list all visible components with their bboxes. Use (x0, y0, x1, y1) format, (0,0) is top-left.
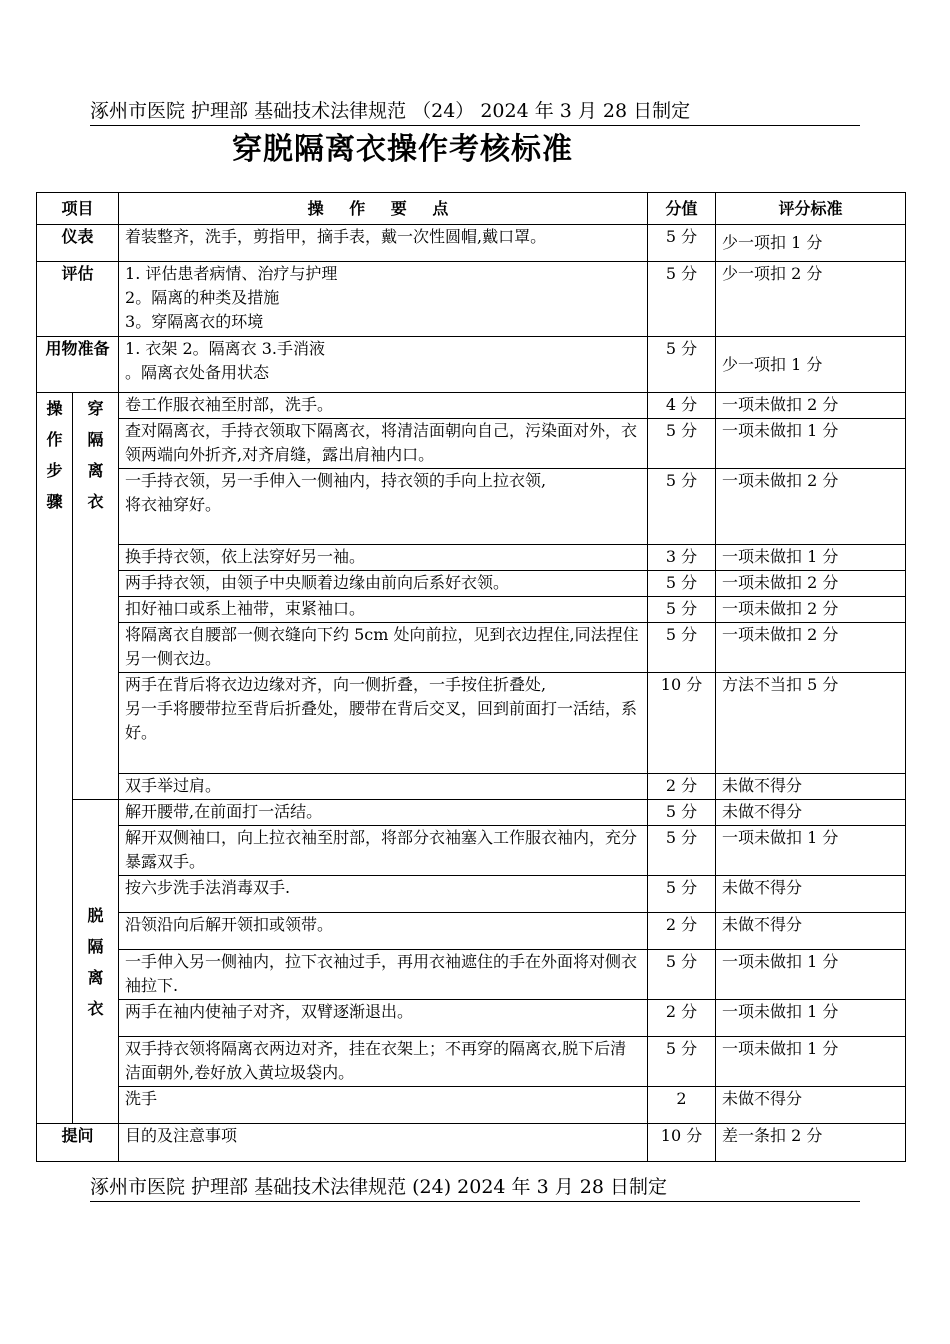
score-appearance: 5 分 (648, 225, 716, 262)
points-line: 3。穿隔离衣的环境 (125, 312, 264, 331)
points-line: 将衣袖穿好。 (125, 495, 222, 514)
don-step-row (37, 469, 906, 545)
points-line: 一手伸入另一侧袖内，拉下衣袖过手，再用衣袖遮住的手在外面将对侧衣袖拉下. (125, 952, 638, 995)
header-points: 操 作 要 点 (119, 193, 648, 225)
item-supplies: 用物准备 (37, 337, 119, 393)
points-cell (119, 597, 648, 623)
header-item: 项目 (37, 193, 119, 225)
score-cell: 5 分 (648, 1037, 716, 1087)
points-cell (119, 419, 648, 469)
points-line: 洗手 (125, 1089, 158, 1108)
criteria-cell: 方法不当扣 5 分 (716, 673, 906, 774)
points-line: 换手持衣领，依上法穿好另一袖。 (125, 547, 366, 566)
points-cell (119, 1087, 648, 1124)
criteria-assessment: 少一项扣 2 分 (716, 262, 906, 337)
points-line: 卷工作服衣袖至肘部，洗手。 (125, 395, 334, 414)
doff-step-row (37, 1087, 906, 1124)
points-line: 2。隔离的种类及措施 (125, 288, 280, 307)
points-line: 两手在袖内使袖子对齐，双臂逐渐退出。 (125, 1002, 414, 1021)
criteria-cell: 一项未做扣 1 分 (716, 545, 906, 571)
criteria-cell: 一项未做扣 2 分 (716, 623, 906, 673)
score-cell: 10 分 (648, 673, 716, 774)
points-cell (119, 623, 648, 673)
criteria-cell: 一项未做扣 2 分 (716, 469, 906, 545)
points-cell (119, 545, 648, 571)
points-line: 解开腰带,在前面打一活结。 (125, 802, 323, 821)
criteria-cell: 一项未做扣 1 分 (716, 950, 906, 1000)
score-cell: 5 分 (648, 597, 716, 623)
score-cell: 2 分 (648, 774, 716, 800)
item-assessment: 评估 (37, 262, 119, 337)
item-questions: 提问 (37, 1124, 119, 1162)
criteria-questions: 差一条扣 2 分 (716, 1124, 906, 1162)
points-line: 两手在背后将衣边边缘对齐，向一侧折叠，一手按住折叠处, (125, 675, 547, 694)
points-supplies (119, 337, 648, 393)
score-cell: 5 分 (648, 419, 716, 469)
doff-step-row (37, 800, 906, 826)
points-cell (119, 1037, 648, 1087)
doff-step-row (37, 876, 906, 913)
doff-step-row (37, 913, 906, 950)
criteria-cell: 未做不得分 (716, 774, 906, 800)
points-cell (119, 774, 648, 800)
score-cell: 2 分 (648, 1000, 716, 1037)
document-header: 涿州市医院 护理部 基础技术法律规范 （24） 2024 年 3 月 28 日制定 (90, 98, 860, 126)
don-step-row (37, 774, 906, 800)
score-questions: 10 分 (648, 1124, 716, 1162)
doff-step-row (37, 1000, 906, 1037)
points-cell (119, 826, 648, 876)
don-step-row (37, 545, 906, 571)
page-title: 穿脱隔离衣操作考核标准 (232, 132, 573, 167)
don-label: 穿 隔 离 衣 (73, 393, 119, 800)
points-line: 按六步洗手法消毒双手. (125, 878, 291, 897)
don-step-row (37, 571, 906, 597)
points-cell (119, 571, 648, 597)
header-criteria: 评分标准 (716, 193, 906, 225)
score-cell: 5 分 (648, 876, 716, 913)
row-appearance (37, 225, 906, 262)
score-cell: 5 分 (648, 826, 716, 876)
points-line: 解开双侧袖口，向上拉衣袖至肘部，将部分衣袖塞入工作服衣袖内，充分暴露双手。 (125, 828, 638, 871)
score-cell: 5 分 (648, 950, 716, 1000)
criteria-cell: 一项未做扣 1 分 (716, 826, 906, 876)
criteria-cell: 一项未做扣 1 分 (716, 419, 906, 469)
criteria-cell: 未做不得分 (716, 876, 906, 913)
criteria-cell: 一项未做扣 2 分 (716, 571, 906, 597)
doff-step-row (37, 1037, 906, 1087)
criteria-cell: 一项未做扣 2 分 (716, 393, 906, 419)
points-assessment (119, 262, 648, 337)
don-step-row (37, 597, 906, 623)
row-supplies (37, 337, 906, 393)
points-cell (119, 673, 648, 774)
points-questions: 目的及注意事项 (119, 1124, 648, 1162)
points-cell (119, 1000, 648, 1037)
score-cell: 4 分 (648, 393, 716, 419)
criteria-supplies: 少一项扣 1 分 (716, 337, 906, 393)
header-score: 分值 (648, 193, 716, 225)
don-step-row (37, 673, 906, 774)
criteria-cell: 一项未做扣 1 分 (716, 1037, 906, 1087)
doff-step-row (37, 826, 906, 876)
points-cell (119, 393, 648, 419)
row-assessment (37, 262, 906, 337)
score-cell: 2 分 (648, 913, 716, 950)
points-line: 1. 评估患者病情、治疗与护理 (125, 264, 338, 283)
points-cell (119, 950, 648, 1000)
points-line: 两手持衣领，由领子中央顺着边缘由前向后系好衣领。 (125, 573, 510, 592)
points-cell (119, 876, 648, 913)
document-footer: 涿州市医院 护理部 基础技术法律规范 (24) 2024 年 3 月 28 日制定 (90, 1174, 860, 1202)
assessment-standard-table (36, 192, 906, 1162)
points-line: 双手持衣领将隔离衣两边对齐，挂在衣架上；不再穿的隔离衣,脱下后清洁面朝外,卷好放入黄垃圾袋内。 (125, 1039, 627, 1082)
criteria-cell: 未做不得分 (716, 1087, 906, 1124)
points-line: 双手举过肩。 (125, 776, 222, 795)
points-line: 一手持衣领，另一手伸入一侧袖内，持衣领的手向上拉衣领, (125, 471, 547, 490)
score-cell: 5 分 (648, 623, 716, 673)
score-cell: 3 分 (648, 545, 716, 571)
points-line: 扣好袖口或系上袖带，束紧袖口。 (125, 599, 366, 618)
criteria-cell: 未做不得分 (716, 800, 906, 826)
points-cell (119, 800, 648, 826)
item-appearance: 仪表 (37, 225, 119, 262)
score-cell: 5 分 (648, 469, 716, 545)
don-step-row (37, 419, 906, 469)
criteria-cell: 一项未做扣 2 分 (716, 597, 906, 623)
doff-step-row (37, 950, 906, 1000)
criteria-cell: 未做不得分 (716, 913, 906, 950)
points-line: 查对隔离衣，手持衣领取下隔离衣，将清洁面朝向自己，污染面对外，衣领两端向外折齐,对齐肩缝，露出肩袖内口。 (125, 421, 638, 464)
steps-label: 操 作 步 骤 (37, 393, 73, 1124)
score-cell: 5 分 (648, 571, 716, 597)
criteria-cell: 一项未做扣 1 分 (716, 1000, 906, 1037)
points-line: 1. 衣架 2。隔离衣 3.手消液 (125, 339, 325, 358)
points-line: 另一手将腰带拉至背后折叠处，腰带在背后交叉，回到前面打一活结，系好。 (125, 699, 638, 742)
don-step-row (37, 623, 906, 673)
row-questions (37, 1124, 906, 1162)
table-header-row (37, 193, 906, 225)
points-cell (119, 469, 648, 545)
points-appearance: 着装整齐，洗手，剪指甲，摘手表，戴一次性圆帽,戴口罩。 (119, 225, 648, 262)
points-line: 。隔离衣处备用状态 (125, 363, 270, 382)
points-line: 将隔离衣自腰部一侧衣缝向下约 5cm 处向前拉，见到衣边捏住,同法捏住另一侧衣边。 (125, 625, 639, 668)
score-cell: 5 分 (648, 800, 716, 826)
score-assessment: 5 分 (648, 262, 716, 337)
points-line: 沿领沿向后解开领扣或领带。 (125, 915, 334, 934)
doff-label: 脱 隔 离 衣 (73, 800, 119, 1124)
don-step-row (37, 393, 906, 419)
score-cell: 2 (648, 1087, 716, 1124)
points-cell (119, 913, 648, 950)
criteria-appearance: 少一项扣 1 分 (716, 225, 906, 262)
score-supplies: 5 分 (648, 337, 716, 393)
